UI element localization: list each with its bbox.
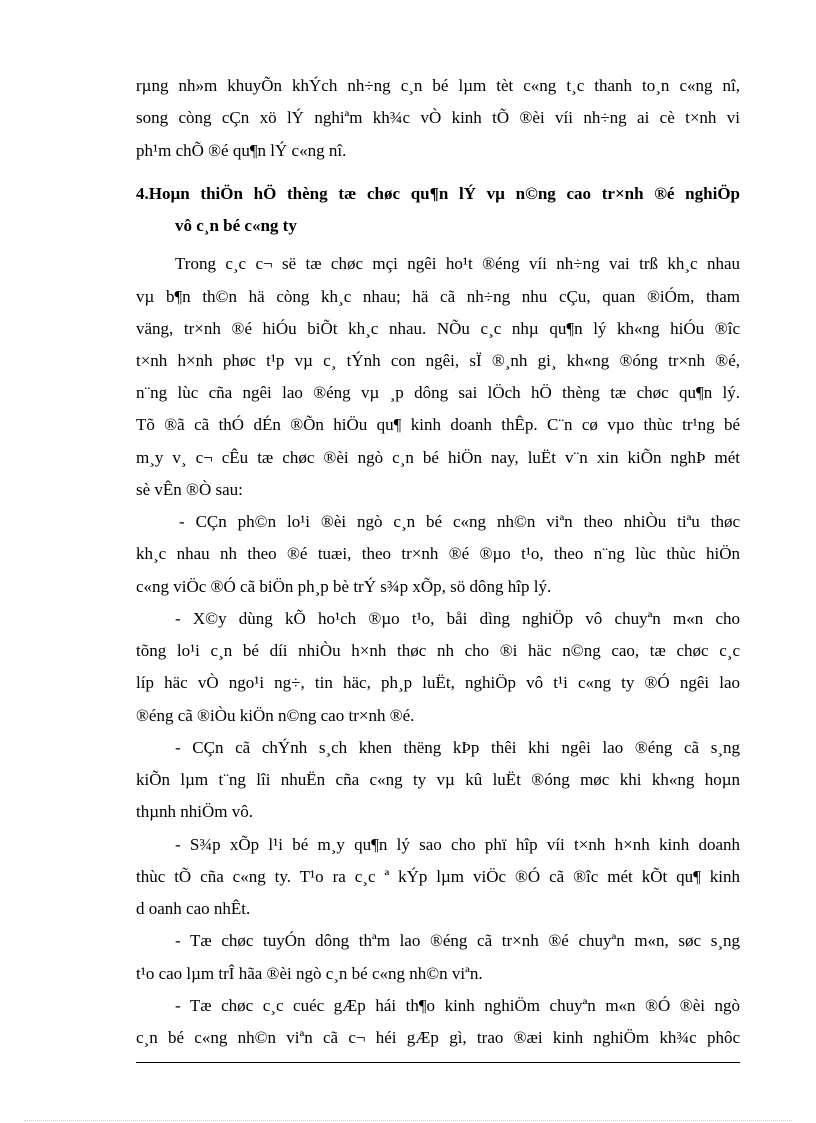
body-line: väng, tr×nh ®é hiÓu biÕt kh¸c nhau. NÕu c¸c nhµ qu¶n lý kh«ng hiÓu ®îc [136, 319, 740, 338]
body-line: vµ b¶n th©n hä còng kh¸c nhau; hä cã nh÷ng nhu cÇu, quan ®iÓm, tham [136, 287, 740, 306]
page-edge-divider [24, 1120, 792, 1121]
body-line: thùc tÕ cña c«ng ty. T¹o ra c¸c ª kÝp lµm viÖc ®Ó cã ®îc mét kÕt qu¶ kinh [136, 867, 740, 886]
bullet-item-first-line: - CÇn ph©n lo¹i ®èi ngò c¸n bé c«ng nh©n viªn theo nhiÒu tiªu thøc [179, 512, 740, 531]
body-line: tõng lo¹i c¸n bé díi nhiÒu h×nh thøc nh cho ®i häc n©ng cao, tæ chøc c¸c [136, 641, 740, 660]
body-line: n¨ng lùc cña ngêi lao ®éng vµ ¸p dông sai lÖch hÖ thèng tæ chøc qu¶n lý. [136, 383, 740, 402]
body-line: thµnh nhiÖm vô. [136, 802, 253, 821]
bullet-item-first-line: - S¾p xÕp l¹i bé m¸y qu¶n lý sao cho phï hîp víi t×nh h×nh kinh doanh [175, 835, 740, 854]
body-line: t¹o cao lµm trÎ hãa ®èi ngò c¸n bé c«ng nh©n viªn. [136, 964, 483, 983]
body-line: t×nh h×nh phøc t¹p vµ c¸ tÝnh con ngêi, sÏ ®¸nh gi¸ kh«ng ®óng tr×nh ®é, [136, 351, 740, 370]
body-line: song còng cÇn xö lÝ nghiªm kh¾c vÒ kinh tÕ ®èi víi nh÷ng ai cè t×nh vi [136, 108, 740, 127]
body-line: c¸n bé c«ng nh©n viªn cã c¬ héi gÆp gì, trao ®æi kinh nghiÖm kh¾c phôc [136, 1028, 740, 1047]
body-line: sè vÊn ®Ò sau: [136, 480, 243, 499]
body-line: m¸y v¸ c¬ cÊu tæ chøc ®èi ngò c¸n bé hiÖn nay, luËt v¨n xin kiÕn nghÞ mét [136, 448, 740, 467]
bullet-item-first-line: - Tæ chøc c¸c cuéc gÆp hái th¶o kinh nghiÖm chuyªn m«n ®Ó ®èi ngò [175, 996, 740, 1015]
body-line: ®éng cã ®iÒu kiÖn n©ng cao tr×nh ®é. [136, 706, 415, 725]
body-line: c«ng viÖc ®Ó cã biÖn ph¸p bè trÝ s¾p xÕp, sö dông hîp lý. [136, 577, 552, 596]
body-line: Tõ ®ã cã thÓ dÉn ®Õn hiÖu qu¶ kinh doanh thÊp. C¨n cø vµo thùc tr¹ng bé [136, 415, 740, 434]
body-line: kiÕn lµm t¨ng lîi nhuËn cña c«ng ty vµ kû luËt ®óng møc khi kh«ng hoµn [136, 770, 740, 789]
body-line: líp häc vÒ ngo¹i ng÷, tin häc, ph¸p luËt, nghiÖp vô t¹i c«ng ty ®Ó ngêi lao [136, 673, 740, 692]
body-line: d oanh cao nhÊt. [136, 899, 251, 918]
bullet-item-first-line: - CÇn cã chÝnh s¸ch khen thëng kÞp thêi khi ngêi lao ®éng cã s¸ng [175, 738, 740, 757]
section-heading: 4.Hoµn thiÖn hÖ thèng tæ chøc qu¶n lÝ vµ n©ng cao tr×nh ®é nghiÖp [136, 184, 740, 203]
paragraph-first-line: Trong c¸c c¬ së tæ chøc mçi ngêi ho¹t ®éng víi nh÷ng vai trß kh¸c nhau [175, 254, 740, 273]
bullet-item-first-line: - Tæ chøc tuyÓn dông thªm lao ®éng cã tr×nh ®é chuyªn m«n, søc s¸ng [175, 931, 740, 950]
section-heading-continued: vô c¸n bé c«ng ty [175, 216, 297, 235]
bullet-item-first-line: - X©y dùng kÕ ho¹ch ®µo t¹o, båi dìng nghiÖp vô chuyªn m«n cho [175, 609, 740, 628]
body-line: rµng nh»m khuyÕn khÝch nh÷ng c¸n bé lµm tèt c«ng t¸c thanh to¸n c«ng nî, [136, 76, 740, 95]
body-line: kh¸c nhau nh theo ®é tuæi, theo tr×nh ®é ®µo t¹o, theo n¨ng lùc thùc hiÖn [136, 544, 740, 563]
footer-rule [136, 1062, 740, 1063]
body-line: ph¹m chÕ ®é qu¶n lÝ c«ng nî. [136, 141, 347, 160]
